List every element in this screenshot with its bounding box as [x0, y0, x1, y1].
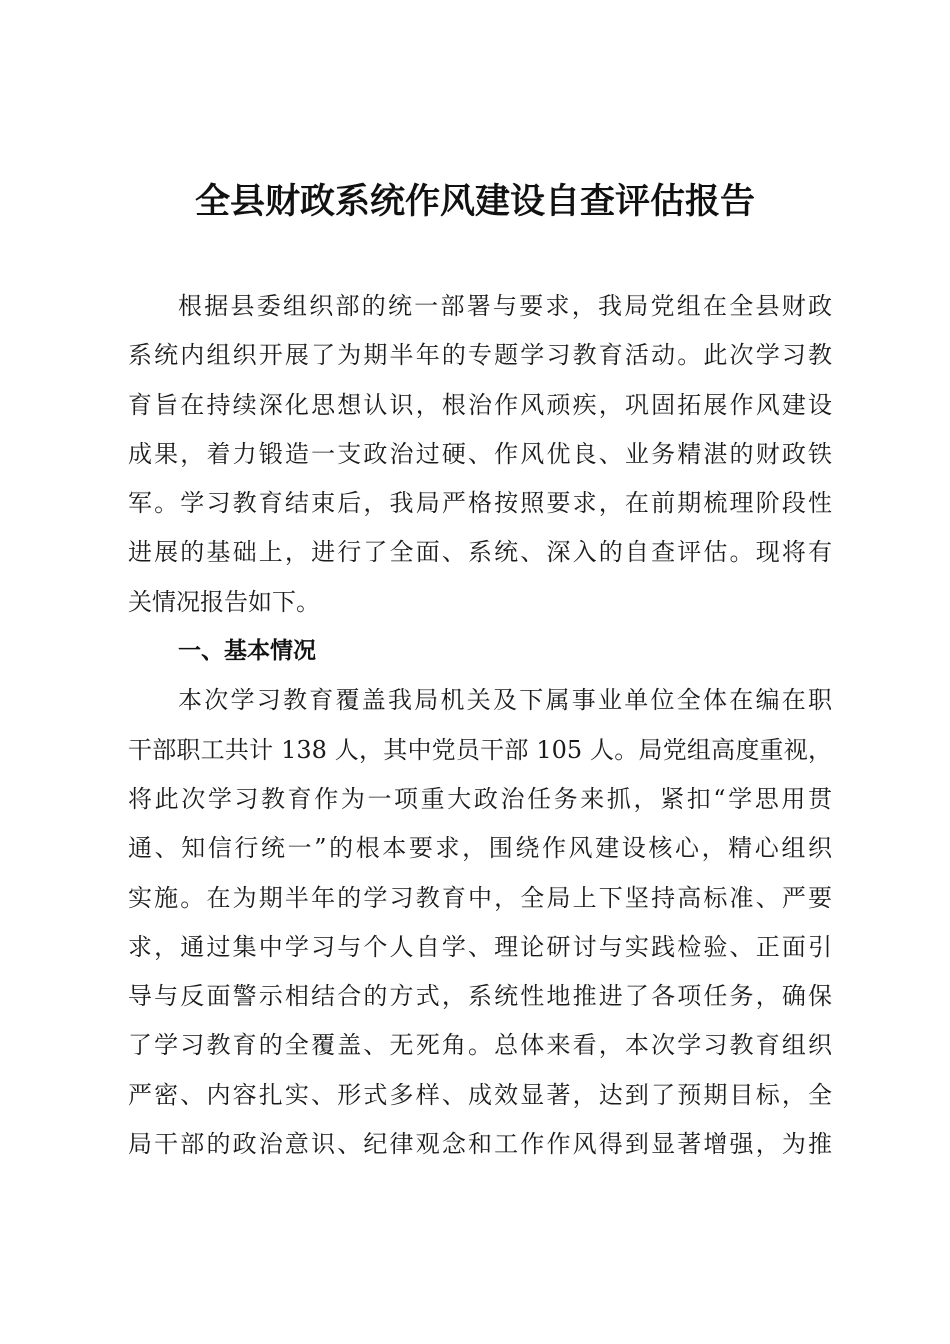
paragraph-line: 干部职工共计 138 人，其中党员干部 105 人。局党组高度重视， [128, 735, 832, 764]
paragraph-line: 了学习教育的全覆盖、无死角。总体来看，本次学习教育组织 [128, 1031, 832, 1060]
paragraph-line: 成果，着力锻造一支政治过硬、作风优良、业务精湛的财政铁 [128, 439, 832, 468]
paragraph-line: 通、知信行统一”的根本要求，围绕作风建设核心，精心组织 [128, 834, 832, 863]
paragraph-line: 根据县委组织部的统一部署与要求，我局党组在全县财政 [178, 292, 832, 320]
document-title: 全县财政系统作风建设自查评估报告 [194, 181, 755, 222]
paragraph-line: 关情况报告如下。 [128, 587, 320, 616]
section-heading: 一、基本情况 [178, 638, 316, 665]
document-body [128, 282, 832, 1169]
paragraph-line: 育旨在持续深化思想认识，根治作风顽疾，巩固拓展作风建设 [128, 390, 832, 419]
paragraph-line: 进展的基础上，进行了全面、系统、深入的自查评估。现将有 [128, 538, 832, 567]
paragraph-line: 军。学习教育结束后，我局严格按照要求，在前期梳理阶段性 [128, 489, 832, 518]
paragraph-line: 求，通过集中学习与个人自学、理论研讨与实践检验、正面引 [128, 932, 832, 961]
paragraph-line: 将此次学习教育作为一项重大政治任务来抓，紧扣“学思用贯 [128, 784, 832, 813]
paragraph-line: 严密、内容扎实、形式多样、成效显著，达到了预期目标，全 [128, 1080, 832, 1109]
paragraph-line: 导与反面警示相结合的方式，系统性地推进了各项任务，确保 [128, 982, 832, 1011]
paragraph-line: 系统内组织开展了为期半年的专题学习教育活动。此次学习教 [128, 341, 832, 370]
paragraph-line: 局干部的政治意识、纪律观念和工作作风得到显著增强，为推 [128, 1130, 832, 1159]
paragraph-line: 实施。在为期半年的学习教育中，全局上下坚持高标准、严要 [128, 883, 832, 912]
paragraph-line: 本次学习教育覆盖我局机关及下属事业单位全体在编在职 [178, 686, 832, 715]
